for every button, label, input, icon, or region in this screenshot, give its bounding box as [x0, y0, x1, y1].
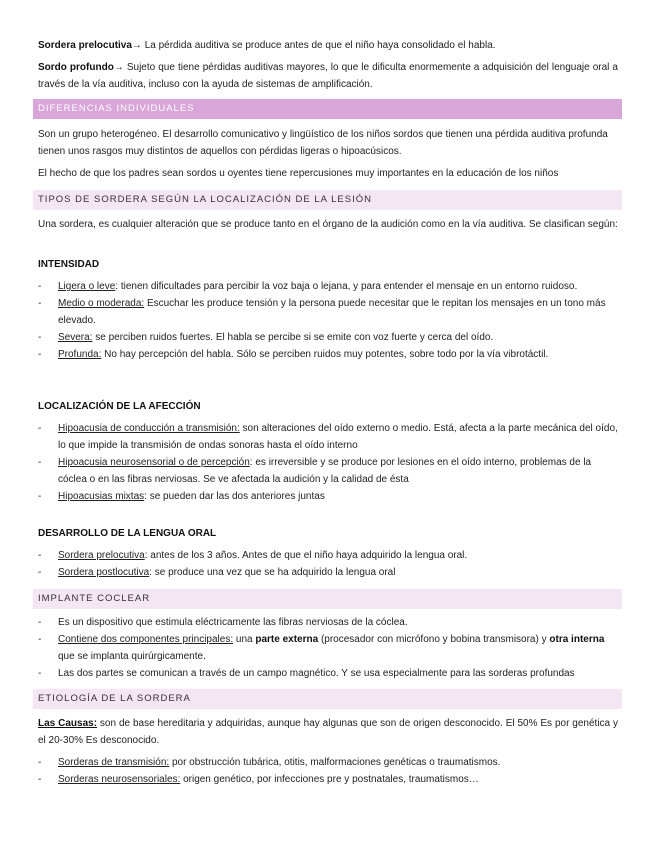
- list-item: - Medio o moderada: Escuchar les produce tensión y la persona puede necesitar que le repitan los mensajes en un tono más elevado.: [38, 295, 618, 329]
- list-item: - Severa: se perciben ruidos fuertes. El habla se percibe si se emite con voz fuerte y cerca del oído.: [38, 329, 618, 346]
- intro-paragraph-1: [38, 37, 618, 54]
- list-item: - Profunda: No hay percepción del habla. Sólo se perciben ruidos muy potentes, sobre todo por la vía vibrotáctil.: [38, 346, 618, 363]
- etiologia-causas: Las Causas: son de base hereditaria y adquiridas, aunque hay algunas que son de origen desconocido. El 50% Es por genética y el 20-30% Es desconocido.: [38, 718, 618, 746]
- intro-paragraph-2: [38, 59, 618, 93]
- term-sordo-profundo: Sordo profundo: [38, 62, 114, 73]
- heading-desarrollo: DESARROLLO DE LA LENGUA ORAL: [38, 528, 217, 539]
- list-item: - Sorderas de transmisión: por obstrucción tubárica, otitis, malformaciones genéticas o traumatismos.: [38, 754, 618, 771]
- list-item: - Sordera postlocutiva: se produce una vez que se ha adquirido la lengua oral: [38, 564, 618, 581]
- intro-text-2: → Sujeto que tiene pérdidas auditivas mayores, lo que le dificulta enormemente a adquisición del lenguaje oral a través de la vía auditiva, incluso con la ayuda de sistemas de amplificación.: [38, 62, 618, 90]
- heading-intensidad: INTENSIDAD: [38, 259, 100, 270]
- list-item: - Contiene dos componentes principales: una parte externa (procesador con micrófono y bobina transmisora) y otra interna que se implanta quirúrgicamente.: [38, 631, 618, 665]
- list-item: - Sorderas neurosensoriales: origen genético, por infecciones pre y postnatales, traumatismos…: [38, 771, 618, 788]
- term-sordera-prelocutiva: Sordera prelocutiva: [38, 40, 132, 51]
- desarrollo-list: [38, 547, 618, 581]
- section-header-etiologia: ETIOLOGÍA DE LA SORDERA: [33, 689, 622, 709]
- list-item: - Ligera o leve: tienen dificultades para percibir la voz baja o lejana, y para entender el mensaje en un entorno ruidoso.: [38, 278, 618, 295]
- section-header-diferencias: DIFERENCIAS INDIVIDUALES: [33, 99, 622, 119]
- tipos-intro: Una sordera, es cualquier alteración que se produce tanto en el órgano de la audición como en la vía auditiva. Se clasifican según:: [38, 219, 618, 230]
- intensidad-list: [38, 278, 618, 363]
- section-header-tipos: TIPOS DE SORDERA SEGÚN LA LOCALIZACIÓN DE LA LESIÓN: [33, 190, 622, 210]
- list-item: - Hipoacusia neurosensorial o de percepción: es irreversible y se produce por lesiones en el oído interno, problemas de la cóclea o en las fibras nerviosas. Se ve afectada la audición y la calidad de ésta: [38, 454, 618, 488]
- section-header-implante: IMPLANTE COCLEAR: [33, 589, 622, 609]
- list-item: - Las dos partes se comunican a través de un campo magnético. Y se usa especialmente para las sorderas profundas: [38, 665, 618, 682]
- etiologia-list: [38, 754, 618, 788]
- diferencias-paragraph-1: Son un grupo heterogéneo. El desarrollo comunicativo y lingüístico de los niños sordos que tienen una pérdida auditiva profunda tienen unos rasgos muy distintos de aquellos con pérdidas ligeras o hipoacúsicos.: [38, 129, 608, 157]
- implante-list: [38, 614, 618, 682]
- heading-localizacion: LOCALIZACIÓN DE LA AFECCIÓN: [38, 401, 201, 412]
- list-item: - Es un dispositivo que estimula eléctricamente las fibras nerviosas de la cóclea.: [38, 614, 618, 631]
- list-item: - Sordera prelocutiva: antes de los 3 años. Antes de que el niño haya adquirido la lengua oral.: [38, 547, 618, 564]
- localizacion-list: [38, 420, 618, 505]
- diferencias-paragraph-2: El hecho de que los padres sean sordos u oyentes tiene repercusiones muy importantes en la educación de los niños: [38, 168, 559, 179]
- intro-text-1: → La pérdida auditiva se produce antes de que el niño haya consolidado el habla.: [131, 40, 496, 51]
- list-item: - Hipoacusia de conducción a transmisión: son alteraciones del oído externo o medio. Está, afecta a la parte mecánica del oído, lo que impide la transmisión de ondas sonoras hasta el oído interno: [38, 420, 618, 454]
- list-item: - Hipoacusias mixtas: se pueden dar las dos anteriores juntas: [38, 488, 618, 505]
